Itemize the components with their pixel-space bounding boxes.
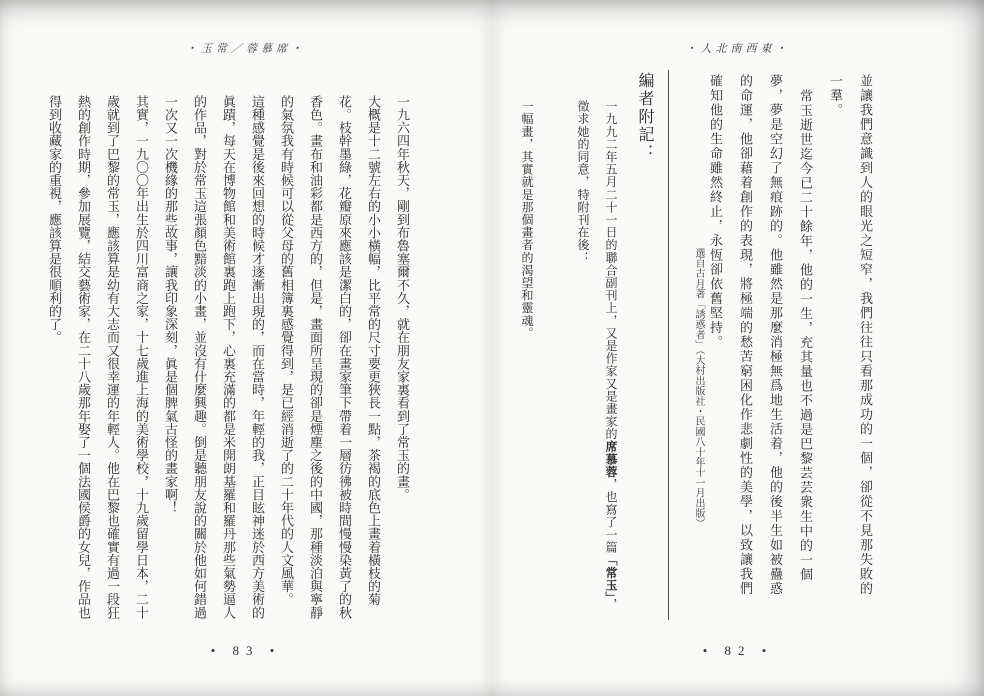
- left-running-header: ・玉常／蓉慕席・: [186, 43, 306, 55]
- paragraph: 大概是十二號左右的小小橫幅，比平常的尺寸要更狹長一點，茶褐的底色上畫着橫枝的菊花。枝幹墨綠，花瓣原來應該是潔白的，卻在畫家筆下帶着一層彷彿被時間慢慢染黃了的秋香色。畫布和油彩都是西方的，但是，畫面所呈現的卻是煙塵之後的中國，那種淡泊與寧靜的氣氛我有時候可以從父母的舊相簿裏感覺得到，是已經消逝了的二十年代的人文風華。: [279, 95, 381, 619]
- right-running-header: ・人北南西東・: [685, 43, 791, 55]
- paragraph: 一九六四年秋天，剛到布魯塞爾不久，就在朋友家裏看到了常玉的畫。: [395, 95, 410, 502]
- editor-note-segment: ，也寫了一篇: [604, 478, 618, 554]
- source-citation: 選自古月著「誘惑者」（大村出版社・民國八十年十一月出版）: [693, 248, 704, 529]
- editor-note-segment: ，徵求她的同意，特附刊在後：: [576, 100, 618, 611]
- editor-note-segment: 一九九二年五月二十一日的聯合副刊上，又是作家又是畫家的: [604, 100, 618, 441]
- left-page-number: • 83 •: [210, 643, 282, 658]
- editor-note-text: [513, 100, 625, 620]
- paragraph: 常玉逝世迄今已二十餘年，他的一生，充其量也不過是巴黎芸芸衆生中的一個夢，夢是空幻了無痕跡的。他雖然是那麼消極無爲地生活着，他的後半生如被蠱惑的命運，他卻藉着創作的表現，將極端的愁苦窮困化作悲劇性的美學，以致讓我們確知他的生命雖然終止，永恆卻依舊堅持。: [708, 74, 813, 596]
- paragraph: 這種感覺是後來回想的時候才逐漸出現的，而在當時，年輕的我，正目眩神迷於西方美術的眞蹟，每天在博物館和美術館裏跑上跑下，心裏充滿的都是米開朗基羅和羅丹那些氣勢逼人的作品，對於常玉這張顏色黯淡的小畫，並沒有什麼興趣。倒是聽朋友說的關於他如何錯過一次又一次機緣的那些故事，讓我印象深刻，眞是個脾氣古怪的畫家啊！: [163, 95, 265, 619]
- right-page-number: • 82 •: [702, 643, 774, 658]
- paragraph: 並讓我們意識到人的眼光之短窄，我們往往只看那成功的一個，卻從不見那失敗的一羣。: [828, 74, 873, 596]
- section-divider-rule: [668, 70, 669, 620]
- paragraph: [569, 100, 625, 620]
- right-page: [492, 0, 984, 696]
- paragraph: 一幅畫，其實就是那個畫者的渴望和靈魂。: [520, 100, 534, 340]
- author-name-emphasis: 席慕蓉: [604, 440, 618, 479]
- paragraph: 其實，一九〇〇年出生於四川富商之家，十七歲進上海的美術學校，十九歲留學日本，二十歲就到了巴黎的常玉，應該算是幼有大志而又很幸運的年輕人。他在巴黎也確實有過一段狂熱的創作時期，參加展覽，結交藝術家，在二十八歲那年娶了一個法國侯爵的女兒，作品也得到收藏家的重視，應該算是很順利的了。: [47, 95, 149, 619]
- article-title-emphasis: 「常玉」: [604, 553, 618, 599]
- editor-note-heading: 編者附記：: [636, 72, 653, 162]
- right-page-text: [700, 74, 880, 598]
- left-page-text: [40, 95, 417, 619]
